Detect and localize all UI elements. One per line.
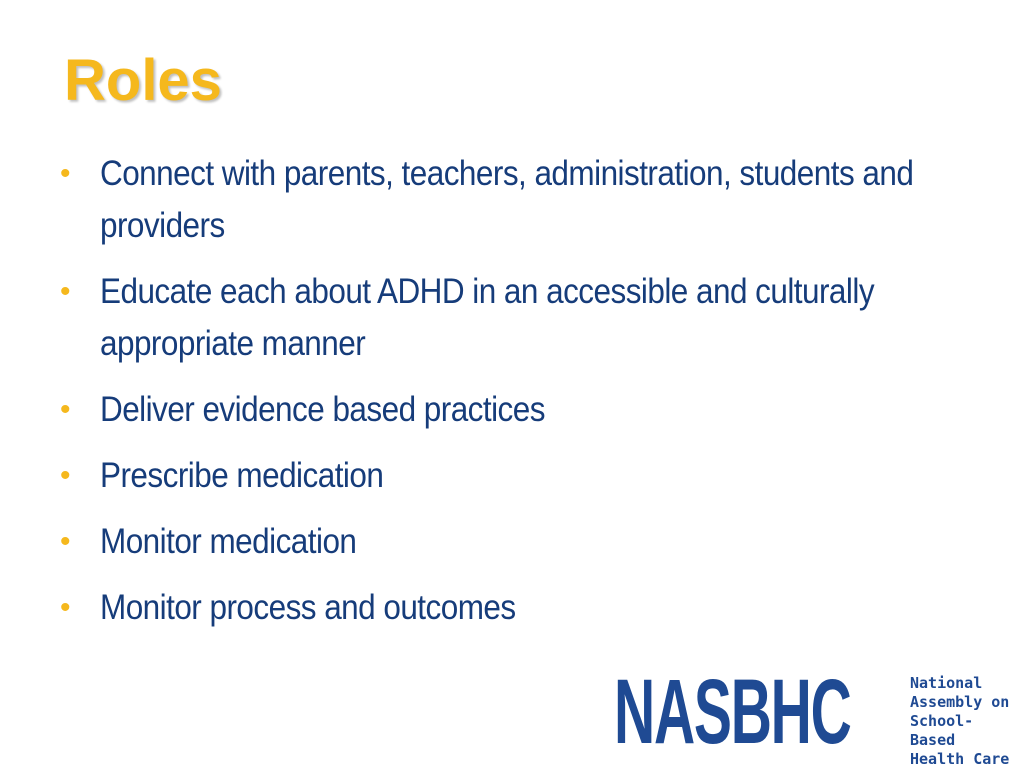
logo-acronym: NASBHC [614, 661, 851, 763]
nasbhc-logo [614, 661, 1014, 768]
bullet-marker: • [60, 525, 70, 558]
bullet-item [60, 450, 960, 502]
bullet-marker: • [60, 157, 70, 190]
bullet-text: Prescribe medication [100, 456, 384, 495]
bullet-item [60, 266, 960, 370]
bullet-item [60, 384, 960, 436]
bullet-marker: • [60, 393, 70, 426]
logo-line: School-Based [910, 712, 974, 749]
bullet-item [60, 148, 960, 252]
logo-line: National [910, 674, 983, 692]
bullet-text: Deliver evidence based practices [100, 390, 545, 429]
logo-line: Assembly on [910, 693, 1010, 711]
slide-title: Roles [64, 48, 222, 113]
bullet-list [60, 148, 960, 648]
logo-line: Health Care [910, 750, 1010, 768]
bullet-marker: • [60, 459, 70, 492]
logo-full-name [910, 674, 1014, 768]
bullet-text: Monitor process and outcomes [100, 588, 516, 627]
bullet-item [60, 516, 960, 568]
bullet-marker: • [60, 275, 70, 308]
bullet-text: Monitor medication [100, 522, 357, 561]
bullet-marker: • [60, 591, 70, 624]
bullet-item [60, 582, 960, 634]
bullet-text: Connect with parents, teachers, administration, students and providers [100, 154, 914, 245]
bullet-text: Educate each about ADHD in an accessible and culturally appropriate manner [100, 272, 875, 363]
